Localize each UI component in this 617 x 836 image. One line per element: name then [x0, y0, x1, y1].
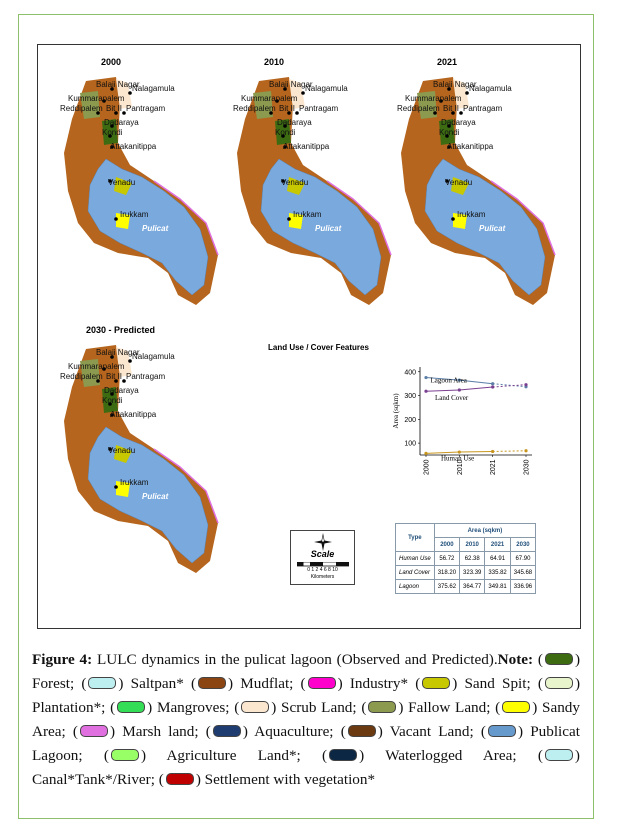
legend-item: ( ) Agriculture Land*;	[82, 747, 301, 764]
place-label: Irukkam	[120, 210, 149, 219]
y-tick-label: 100	[404, 440, 416, 448]
data-point	[458, 450, 461, 453]
place-label: Kondi	[102, 128, 123, 137]
place-label: Kondi	[439, 128, 460, 137]
legend-item: ( ) Aquaculture;	[198, 723, 334, 740]
legend-swatch	[213, 725, 241, 737]
place-label: Pantragam	[463, 104, 503, 113]
legend-label: Waterlogged Area;	[385, 747, 517, 764]
legend-label: Mudflat;	[240, 675, 294, 692]
legend-item: ( ) Scrub Land;	[229, 699, 357, 716]
place-label: Bit II	[106, 104, 123, 113]
table-year: 2010	[460, 538, 485, 552]
data-point	[491, 450, 494, 453]
table-type-header: Type	[396, 524, 435, 552]
lulc-map-2010	[231, 73, 401, 305]
data-point	[458, 388, 461, 391]
place-label: Bit II	[443, 104, 460, 113]
caption-label: Figure 4:	[32, 651, 93, 668]
cell: 349.81	[485, 580, 510, 594]
cell: 335.82	[485, 566, 510, 580]
place-label: Attakanitippa	[447, 142, 494, 151]
legend-item: ( ) Vacant Land;	[333, 723, 474, 740]
place-label: Irukkam	[120, 478, 149, 487]
x-tick-label: 2010	[456, 459, 464, 475]
place-label: Reddipalem	[60, 372, 103, 381]
area-table	[395, 523, 536, 594]
legend-swatch	[166, 773, 194, 785]
data-point	[424, 452, 427, 455]
table-year: 2021	[485, 538, 510, 552]
place-label: Kummarapalem	[68, 362, 125, 371]
place-label: Dadaraya	[104, 386, 139, 395]
place-label: Pantragam	[299, 104, 339, 113]
x-tick-label: 2030	[523, 459, 531, 475]
caption-text: LULC dynamics in the pulicat lagoon (Observed and Predicted).	[97, 651, 498, 668]
series-label: Lagoon Area	[430, 376, 467, 385]
legend-swatch	[241, 701, 269, 713]
figure-panel	[37, 44, 581, 629]
place-label: Balaji Nagar	[96, 348, 140, 357]
legend-item: ( ) Settlement with vegetation*	[154, 771, 376, 788]
legend-item: ( ) Plantation*;	[32, 675, 580, 716]
legend-swatch	[488, 725, 516, 737]
legend-swatch	[88, 677, 116, 689]
lagoon-label: Pulicat	[142, 492, 169, 501]
legend-label: Settlement with vegetation*	[204, 771, 376, 788]
legend-label: Vacant Land;	[389, 723, 474, 740]
place-label: Kondi	[275, 128, 296, 137]
legend-swatch	[329, 749, 357, 761]
place-label: Irukkam	[293, 210, 322, 219]
place-label: Nalagamula	[132, 84, 175, 93]
lagoon-label: Pulicat	[142, 224, 169, 233]
legend-swatch	[422, 677, 450, 689]
place-label: Pantragam	[126, 104, 166, 113]
legend-label: Sandy Area;	[32, 699, 580, 740]
place-label: Nalagamula	[305, 84, 348, 93]
legend-label: Sand Spit;	[464, 675, 531, 692]
legend-label: Marsh land;	[122, 723, 199, 740]
legend-swatch	[545, 677, 573, 689]
cell: 64.91	[485, 552, 510, 566]
series-line-predicted	[493, 451, 526, 452]
data-point	[424, 390, 427, 393]
legend-item: ( ) Publicat Lagoon;	[32, 723, 580, 764]
row-label: Lagoon	[396, 580, 435, 594]
series-label: Land Cover	[435, 394, 469, 403]
x-tick-label: 2021	[490, 459, 498, 475]
scale-unit: Kilometers	[310, 574, 335, 580]
place-label: Kummarapalem	[241, 94, 298, 103]
legend-item: ( ) Marsh land;	[65, 723, 199, 740]
data-point	[524, 383, 527, 386]
legend-swatch	[198, 677, 226, 689]
legend-label: Aquaculture;	[254, 723, 334, 740]
place-label: Venadu	[445, 178, 473, 187]
scale-box	[290, 530, 355, 585]
legend-label: Canal*Tank*/River;	[32, 771, 155, 788]
place-label: Irukkam	[457, 210, 486, 219]
place-label: Reddipalem	[60, 104, 103, 113]
legend-item: ( ) Sandy Area;	[32, 699, 580, 740]
legend-item: ( ) Mangroves;	[105, 699, 230, 716]
place-marker	[287, 217, 291, 221]
y-tick-label: 400	[404, 369, 416, 377]
legend-swatch	[111, 749, 139, 761]
legend-swatch	[502, 701, 530, 713]
cell: 345.68	[510, 566, 535, 580]
legend-label: Plantation*;	[32, 699, 106, 716]
land-use-title: Land Use / Cover Features	[268, 343, 369, 352]
place-label: Balaji Nagar	[433, 80, 477, 89]
cell: 364.77	[460, 580, 485, 594]
legend-label: Mangroves;	[156, 699, 230, 716]
place-label: Nalagamula	[132, 352, 175, 361]
place-label: Pantragam	[126, 372, 166, 381]
row-label: Land Cover	[396, 566, 435, 580]
place-label: Nalagamula	[469, 84, 512, 93]
table-area-header: Area (sqkm)	[434, 524, 535, 538]
legend-swatch	[80, 725, 108, 737]
place-label: Dadaraya	[104, 118, 139, 127]
place-label: Reddipalem	[233, 104, 276, 113]
y-axis-label: Area (sqkm)	[392, 393, 400, 429]
place-label: Bit II	[279, 104, 296, 113]
place-marker	[114, 217, 118, 221]
scale-ticks: 0 1 2 4 6 8 10	[307, 567, 338, 573]
y-tick-label: 200	[404, 416, 416, 424]
data-point	[491, 385, 494, 388]
lulc-map-2000	[58, 73, 228, 305]
place-label: Attakanitippa	[110, 142, 157, 151]
cell: 67.90	[510, 552, 535, 566]
table-row	[396, 566, 536, 580]
legend-item: ( ) Sand Spit;	[408, 675, 531, 692]
cell: 56.72	[434, 552, 459, 566]
place-label: Venadu	[108, 178, 136, 187]
table-row	[396, 552, 536, 566]
legend-label: Publicat Lagoon;	[32, 723, 580, 764]
place-label: Balaji Nagar	[269, 80, 313, 89]
place-marker	[114, 485, 118, 489]
place-label: Reddipalem	[397, 104, 440, 113]
legend-swatch	[348, 725, 376, 737]
map-title-2030: 2030 - Predicted	[86, 325, 156, 335]
cell: 375.62	[434, 580, 459, 594]
row-label: Human Use	[396, 552, 435, 566]
legend-item: ( ) Forest;	[32, 651, 580, 692]
caption-note-label: Note:	[497, 651, 534, 668]
legend-swatch	[545, 653, 573, 665]
legend-label: Saltpan*	[130, 675, 184, 692]
data-point	[424, 376, 427, 379]
table-year: 2000	[434, 538, 459, 552]
place-label: Kummarapalem	[68, 94, 125, 103]
legend-item: ( ) Canal*Tank*/River;	[32, 747, 580, 788]
place-label: Kummarapalem	[405, 94, 462, 103]
place-marker	[451, 217, 455, 221]
place-label: Venadu	[108, 446, 136, 455]
lagoon-label: Pulicat	[479, 224, 506, 233]
map-title-2000: 2000	[101, 57, 122, 67]
place-label: Balaji Nagar	[96, 80, 140, 89]
legend-item: ( ) Industry*	[293, 675, 409, 692]
place-label: Attakanitippa	[283, 142, 330, 151]
cell: 323.39	[460, 566, 485, 580]
place-label: Bit II	[106, 372, 123, 381]
legend-swatch	[545, 749, 573, 761]
legend-item: ( ) Mudflat;	[183, 675, 294, 692]
lulc-map-2021	[395, 73, 565, 305]
cell: 336.96	[510, 580, 535, 594]
legend-item: ( ) Fallow Land;	[356, 699, 491, 716]
legend-label: Scrub Land;	[281, 699, 357, 716]
legend-swatch	[368, 701, 396, 713]
lagoon-label: Pulicat	[315, 224, 342, 233]
table-row	[396, 580, 536, 594]
legend-label: Industry*	[349, 675, 409, 692]
place-label: Dadaraya	[277, 118, 312, 127]
map-title-2010: 2010	[264, 57, 285, 67]
place-label: Kondi	[102, 396, 123, 405]
legend-swatch	[308, 677, 336, 689]
legend-item: ( ) Waterlogged Area;	[300, 747, 517, 764]
legend	[32, 651, 580, 788]
cell: 62.38	[460, 552, 485, 566]
table-year: 2030	[510, 538, 535, 552]
legend-item: ( ) Saltpan*	[74, 675, 184, 692]
legend-label: Forest;	[32, 675, 75, 692]
scale-title: Scale	[310, 549, 335, 559]
area-trend-chart	[390, 363, 540, 481]
x-tick-label: 2000	[423, 459, 431, 475]
place-label: Venadu	[281, 178, 309, 187]
legend-swatch	[117, 701, 145, 713]
cell: 318.20	[434, 566, 459, 580]
series-label: Human Use	[441, 454, 475, 463]
data-point	[491, 382, 494, 385]
legend-label: Fallow Land;	[408, 699, 491, 716]
map-title-2021: 2021	[437, 57, 458, 67]
data-point	[524, 449, 527, 452]
figure-caption	[32, 648, 580, 792]
lulc-map-2030	[58, 341, 228, 573]
place-label: Attakanitippa	[110, 410, 157, 419]
y-tick-label: 300	[404, 393, 416, 401]
legend-label: Agriculture Land*;	[166, 747, 301, 764]
place-label: Dadaraya	[441, 118, 476, 127]
